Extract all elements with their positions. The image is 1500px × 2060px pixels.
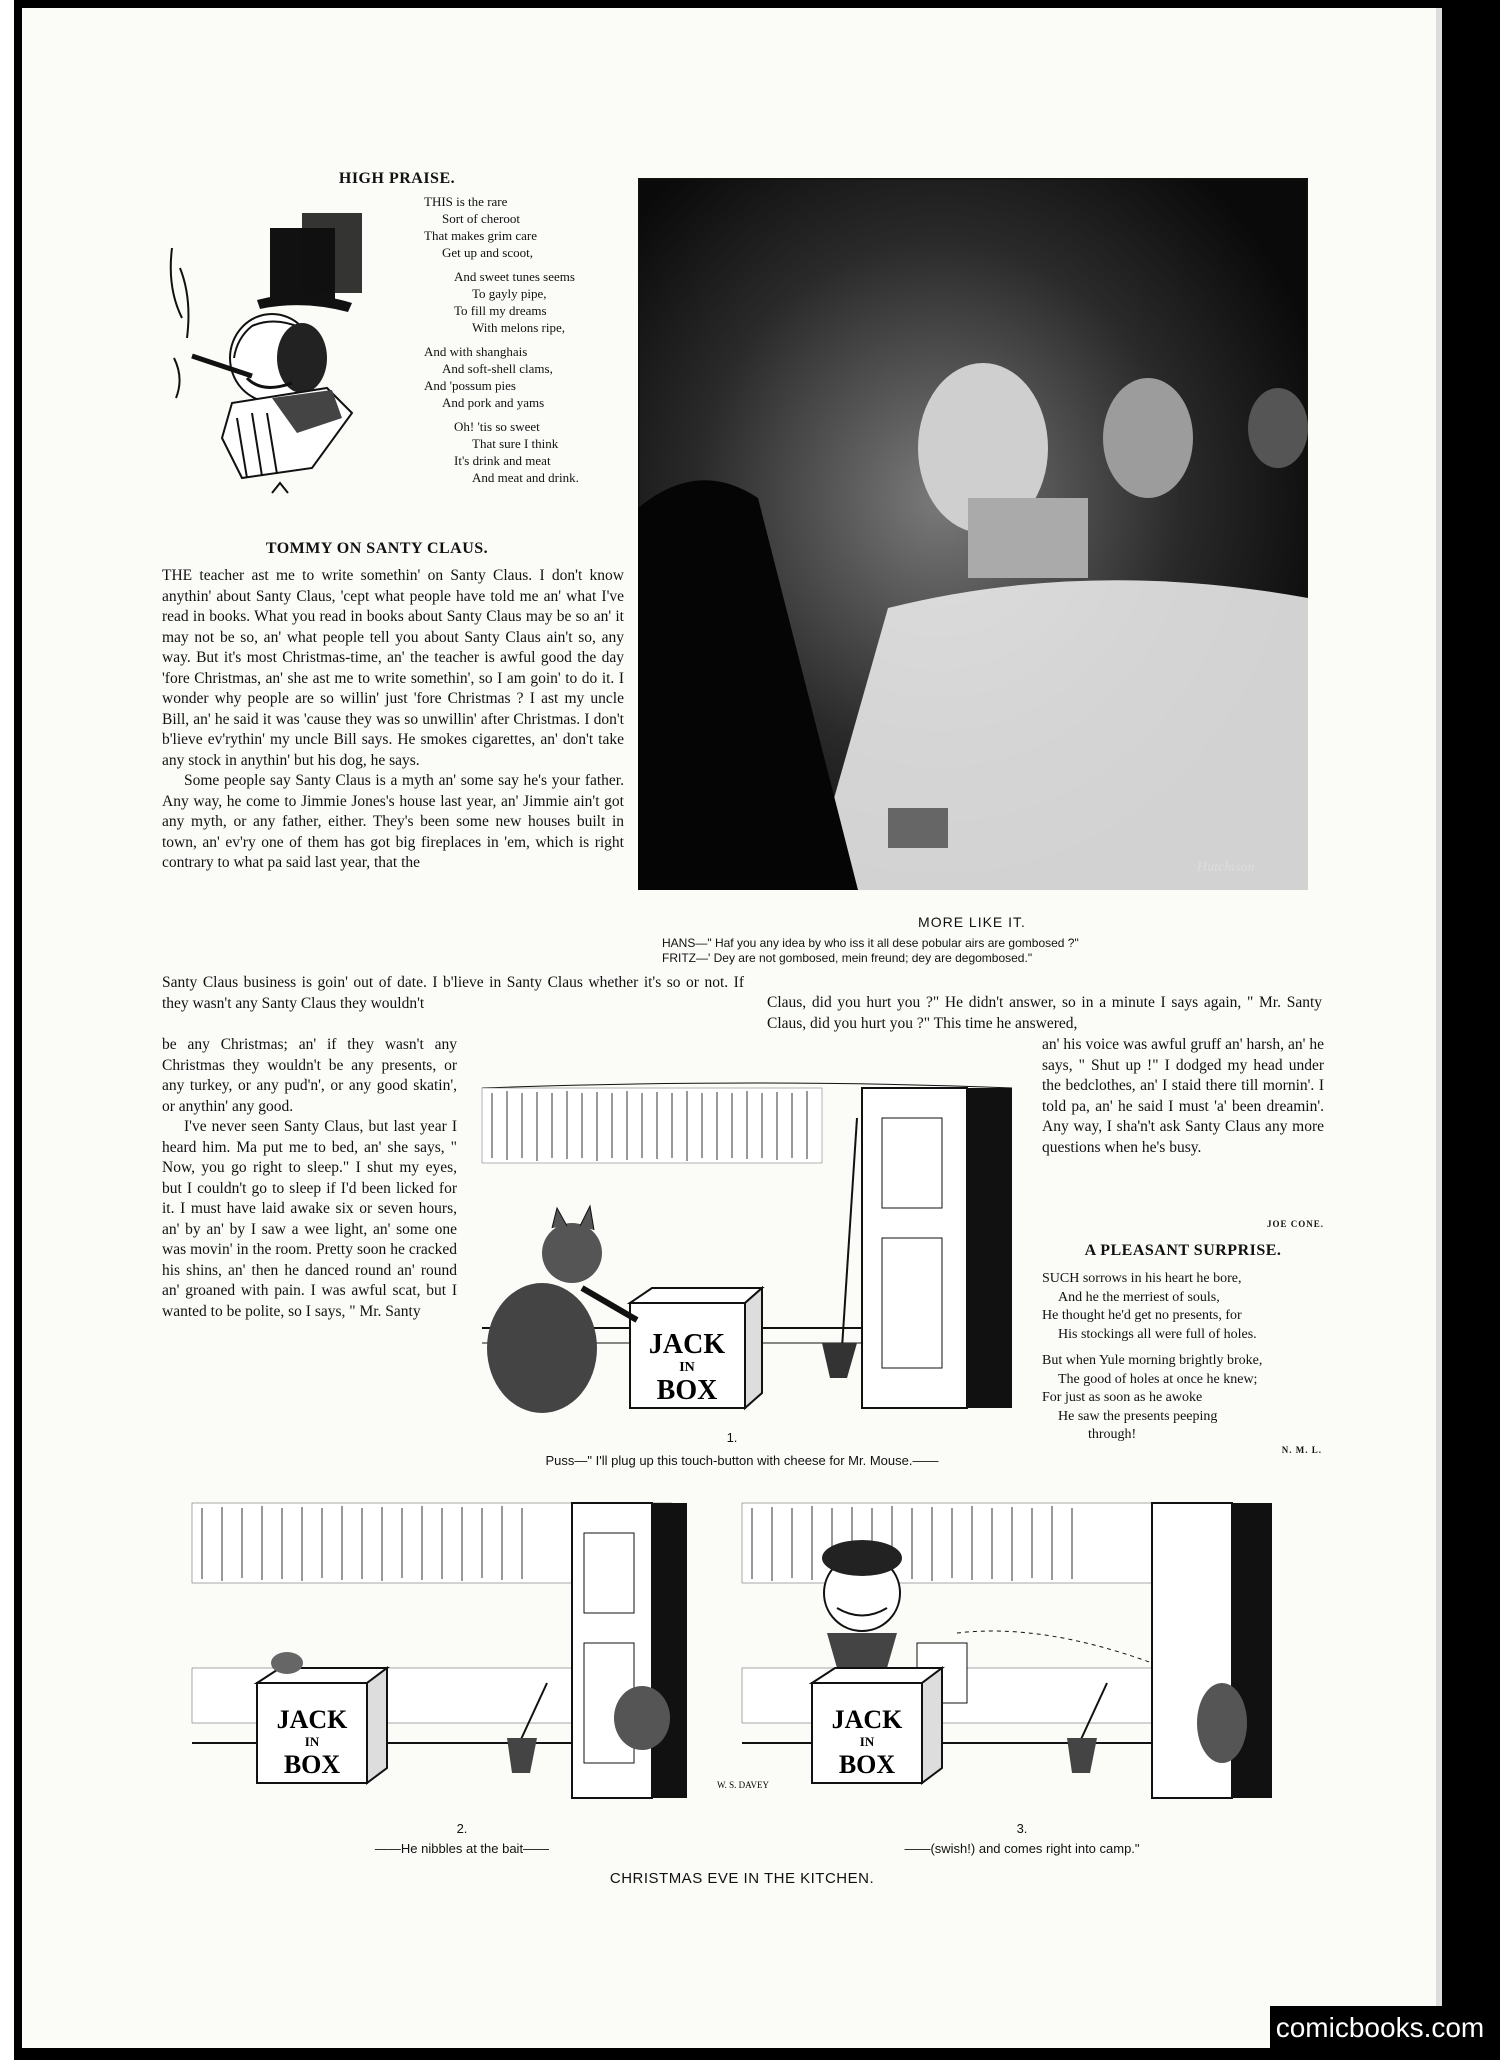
surprise-title: A PLEASANT SURPRISE. [1084,1242,1282,1259]
poem-line: And sweet tunes seems [454,269,575,284]
box-word-in: IN [679,1360,695,1375]
dialogue-line: ' Dey are not gombosed, mein freund; dey are degombosed." [708,951,1033,965]
poem-line: His stockings all were full of holes. [1058,1326,1257,1342]
poem-line: Get up and scoot, [442,245,533,260]
box-word-jack: JACK [648,1329,726,1360]
tommy-right-column: an' his voice was awful gruff an' harsh, an' he says, " Shut up !" I dodged my head under the bedclothes, an' I staid there till mornin'. I told pa, an' he said I must 'a' been dreamin'. Any way, I sha'n't ask Santy Claus any more questions when he's busy. [1042,1036,1324,1156]
box-word-in: IN [304,1734,320,1749]
box-word-box: BOX [656,1375,718,1406]
box-word-jack: JACK [831,1705,903,1734]
poem-line: The good of holes at once he knew; [1058,1371,1258,1387]
cigar-smoker-illustration [162,208,437,508]
poem-line: And soft-shell clams, [442,361,553,376]
panel-2-caption: ——He nibbles at the bait—— [374,1841,550,1856]
poem-line: But when Yule morning brightly broke, [1042,1353,1263,1368]
poem-line: For just as soon as he awoke [1042,1390,1203,1405]
poem-line: To gayly pipe, [472,286,547,301]
paragraph: be any Christmas; an' if they wasn't any Christmas they wouldn't be any presents, or any turkey, or any pud'n', or any good skatin', or anythin' any good. [162,1036,457,1115]
box-word-box: BOX [838,1750,896,1779]
poem-line: Oh! 'tis so sweet [454,419,540,434]
comic-title: CHRISTMAS EVE IN THE KITCHEN. [609,1870,875,1887]
poem-line: And with shanghais [424,344,528,359]
high-praise-title: HIGH PRAISE. [338,170,456,187]
surprise-signature: N. M. L. [1281,1445,1322,1455]
poem-line: That sure I think [472,436,559,451]
poem-line: through! [1088,1427,1137,1442]
artist-signature: Hutchison [1197,860,1255,875]
paragraph: I've never seen Santy Claus, but last year I heard him. Ma put me to bed, an' she says, " Now, you go right to sleep." I shut my eyes, but I couldn't go to sleep if I'd been licked for it. I must have laid awake six or seven hours, an' by an' by I saw a wee light, an' some one was movin' in the room. Pretty soon he cracked his shins, an' then he danced round an' round an' groaned with pain. I was awful scat, but I wanted to be polite, so I says, " Mr. Santy [162,1118,457,1320]
watermark: comicbooks.com [1270,2006,1490,2050]
more-like-it-dialogue [662,936,1302,966]
comic-panel-3 [712,1483,1312,1828]
poem-line: And he the merriest of souls, [1058,1289,1220,1305]
comic-artist-signature: W. S. DAVEY [717,1780,770,1790]
poem-line: And pork and yams [442,395,545,410]
poem-line: That makes grim care [424,228,537,243]
more-like-it-title: MORE LIKE IT. [918,914,1026,930]
box-word-jack: JACK [276,1705,348,1734]
poem-line: It's drink and meat [454,453,551,468]
tommy-signature: JOE CONE. [1266,1219,1324,1229]
paragraph: THE teacher ast me to write somethin' on Santy Claus. I don't know anythin' about Santy Claus, 'cept what people have told me an' what I've read in books. What you read in books about Santy Claus may be so an' it may not be so, an' what people tell you about Santy Claus ain't so, any way. But it's most Christmas-time, an' the teacher is awful good the day 'fore Christmas, an' she ast me to write somethin', so I am goin' to do it. I wonder why people are so willin' just 'fore Christmas ? I ast my uncle Bill, an' he said it was 'cause they was so unwillin' after Christmas. I don't b'lieve ev'rythin' my uncle Bill says. He smokes cigarettes, an' don't take any stock in anythin' but his dog, he says. [162,567,624,769]
poem-line: And meat and drink. [472,470,579,485]
poem-line: Sort of cheroot [442,211,520,226]
high-praise-poem [424,193,634,486]
paragraph: Some people say Santy Claus is a myth an' some say he's your father. Any way, he come to Jimmie Jones's house last year, an' Jimmie ain't got any myth, or any father, either. They's been some new houses built in town, an' ev'ry one of them has got big fireplaces in 'em, which is right contrary to what pa said last year, that the [162,772,624,871]
magazine-page [22,8,1442,2048]
poem-line: And 'possum pies [424,378,516,393]
panel-2-number: 2. [456,1821,468,1836]
tommy-column-1 [162,566,624,874]
poem-line: He saw the presents peeping [1058,1408,1218,1424]
comic-panel-1 [462,1058,1032,1438]
panel-1-caption: Puss—" I'll plug up this touch-button with cheese for Mr. Mouse.—— [545,1453,939,1468]
panel-1-number: 1. [726,1430,738,1445]
tommy-title: TOMMY ON SANTY CLAUS. [265,540,489,557]
poem-line: He thought he'd get no presents, for [1042,1308,1242,1323]
speaker-fritz: FRITZ— [662,951,708,965]
tommy-narrow-column [162,1035,457,1322]
tommy-column-2: Claus, did you hurt you ?" He didn't answer, so in a minute I says again, " Mr. Santy Claus, did you hurt you ?" This time he answered, [767,994,1322,1032]
panel-3-number: 3. [1016,1821,1028,1836]
poem-line: SUCH sorrows in his heart he bore, [1042,1271,1242,1286]
page-edge [1436,8,1442,2048]
previous-page-edge [0,0,14,2060]
poem-line: With melons ripe, [472,320,565,335]
comic-panel-2 [162,1483,707,1828]
panel-3-caption: ——(swish!) and comes right into camp." [904,1841,1140,1856]
surprise-poem [1042,1270,1327,1445]
poem-line: To fill my dreams [454,303,547,318]
speaker-hans: HANS— [662,936,708,950]
box-word-in: IN [859,1734,875,1749]
more-like-it-illustration [638,178,1308,890]
box-word-box: BOX [283,1750,341,1779]
poem-line: THIS is the rare [424,194,508,209]
dialogue-line: " Haf you any idea by who iss it all dese pobular airs are gombosed ?" [707,936,1079,950]
tommy-wide-lines: Santy Claus business is goin' out of date. I b'lieve in Santy Claus whether it's so or not. If they wasn't any Santy Claus they wouldn't [162,974,744,1012]
